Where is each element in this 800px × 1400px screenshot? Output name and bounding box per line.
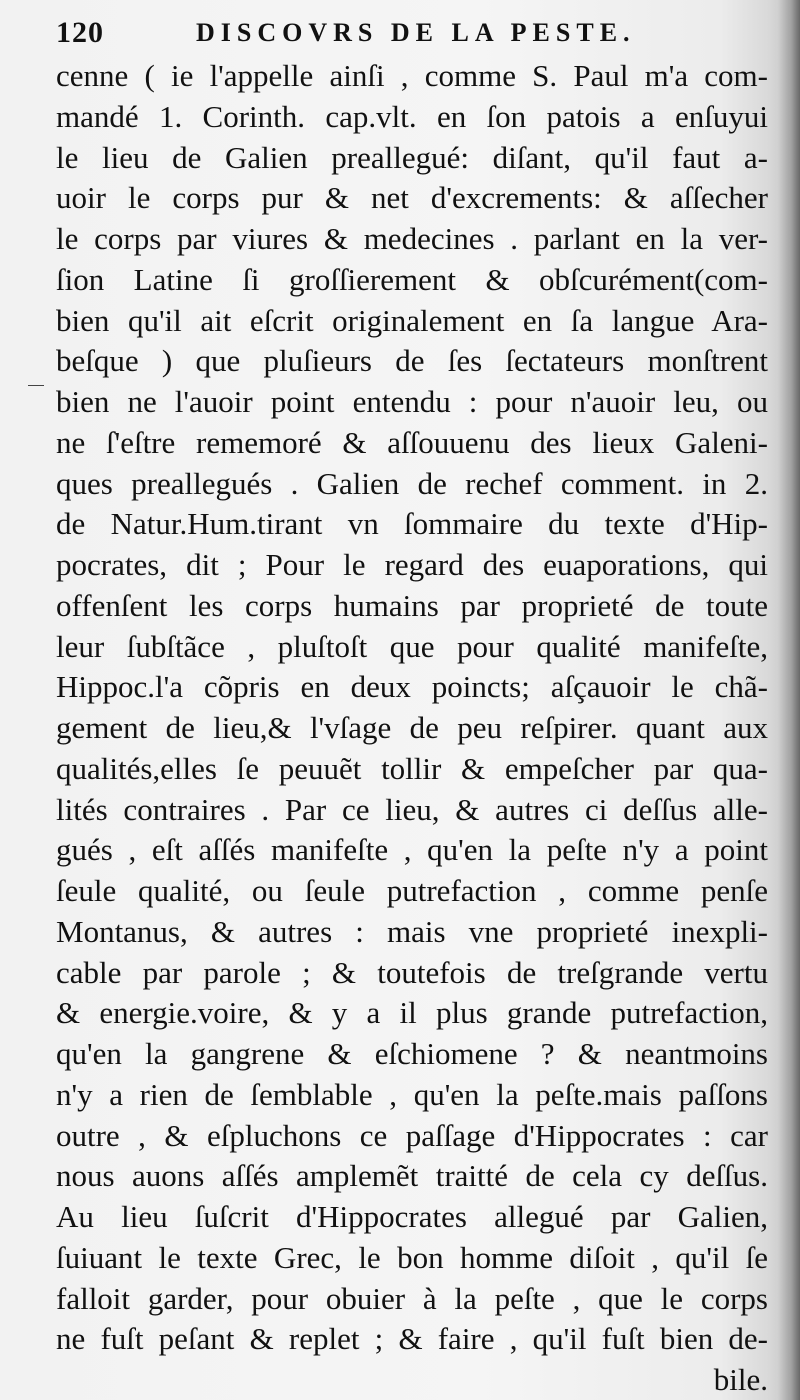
text-line: mandé 1. Corinth. cap.vlt. en ſon patois a enſuyui — [56, 98, 768, 134]
text-line: ne ſ'eſtre rememoré & aſſouuenu des lieux Galeni- — [56, 424, 768, 460]
text-line: de Natur.Hum.tirant vn ſommaire du texte d'Hip- — [56, 506, 768, 542]
text-line: Hippoc.l'a cõpris en deux poincts; aſçauoir le chã- — [56, 669, 768, 705]
text-line: & energie.voire, & y a il plus grande putrefaction, — [56, 995, 768, 1031]
text-line: lités contraires . Par ce lieu, & autres ci deſſus alle- — [56, 791, 768, 827]
text-line: qu'en la gangrene & eſchiomene ? & neantmoins — [56, 1036, 768, 1071]
margin-mark — [28, 385, 44, 386]
text-line: uoir le corps pur & net d'excrements: & aſſecher — [56, 180, 768, 216]
text-line: ſuiuant le texte Grec, le bon homme diſoit , qu'il ſe — [56, 1239, 768, 1275]
text-line: gués , eſt aſſés manifeſte , qu'en la peſte n'y a point — [56, 832, 768, 868]
page-number: 120 — [56, 16, 104, 49]
text-line: ſeule qualité, ou ſeule putrefaction , comme penſe — [56, 873, 768, 908]
text-line: pocrates, dit ; Pour le regard des euaporations, qui — [56, 547, 768, 582]
page-header — [56, 16, 772, 52]
text-line: qualités,elles ſe peuuẽt tollir & empeſcher par qua- — [56, 750, 768, 786]
text-line: falloit garder, pour obuier à la peſte , que le corps — [56, 1280, 768, 1316]
text-line: offenſent les corps humains par proprieté de toute — [56, 587, 768, 623]
text-line: Montanus, & autres : mais vne proprieté inexpli- — [56, 913, 768, 949]
text-line: ſion Latine ſi groſſierement & obſcurément(com- — [56, 261, 768, 297]
text-line-final: bile. — [713, 1362, 768, 1397]
text-line: nous auons aſſés amplemẽt traitté de cela cy deſſus. — [56, 1158, 768, 1194]
text-line: leur ſubſtãce , pluſtoſt que pour qualité manifeſte, — [56, 628, 768, 664]
text-line: n'y a rien de ſemblable , qu'en la peſte.mais paſſons — [56, 1076, 768, 1112]
text-line: le corps par viures & medecines . parlant en la ver- — [56, 221, 768, 256]
text-line: gement de lieu,& l'vſage de peu reſpirer. quant aux — [56, 710, 768, 745]
text-line: Au lieu ſuſcrit d'Hippocrates allegué par Galien, — [56, 1199, 768, 1234]
text-line: beſque ) que pluſieurs de ſes ſectateurs monſtrent — [56, 343, 768, 379]
body-text — [56, 56, 768, 1400]
text-line: le lieu de Galien preallegué: diſant, qu'il faut a- — [56, 139, 768, 175]
text-line: outre , & eſpluchons ce paſſage d'Hippocrates : car — [56, 1117, 768, 1153]
text-line: cenne ( ie l'appelle ainſi , comme S. Paul m'a com- — [56, 58, 768, 93]
running-title: DISCOVRS DE LA PESTE. — [196, 18, 636, 47]
page-gutter-shadow — [778, 0, 800, 1400]
text-line: bien ne l'auoir point entendu : pour n'auoir leu, ou — [56, 384, 768, 419]
text-line: bien qu'il ait eſcrit originalement en ſa langue Ara- — [56, 302, 768, 338]
text-line: ne fuſt peſant & replet ; & faire , qu'il fuſt bien de- — [56, 1321, 768, 1357]
text-line: ques preallegués . Galien de rechef comment. in 2. — [56, 465, 768, 501]
text-line: cable par parole ; & toutefois de treſgrande vertu — [56, 954, 768, 990]
